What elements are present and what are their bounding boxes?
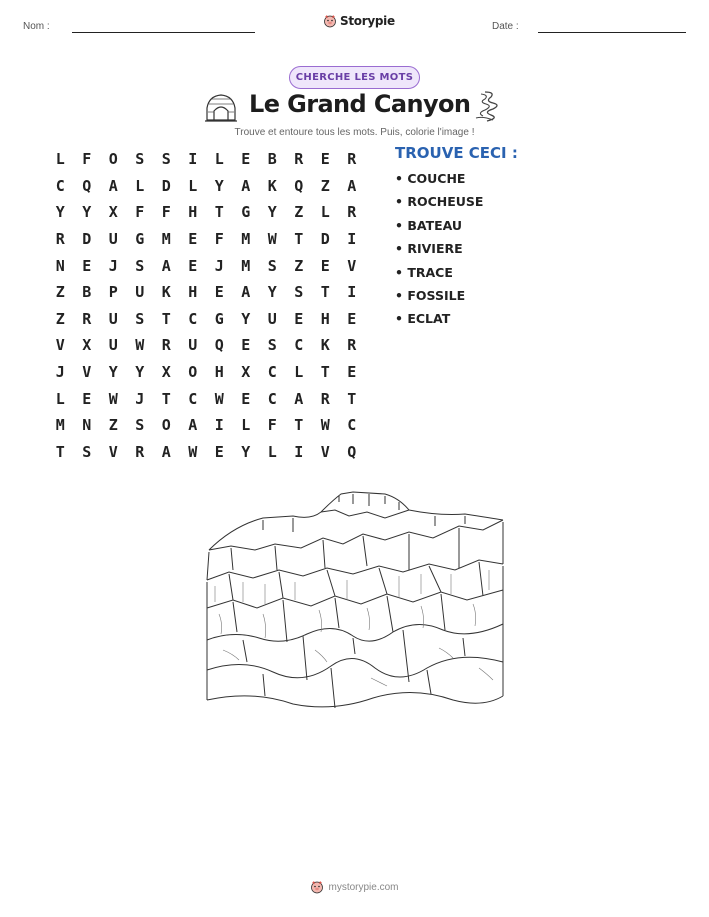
grid-letter[interactable]: V (347, 256, 357, 275)
instructions: Trouve et entoure tous les mots. Puis, colorie l'image ! (234, 127, 475, 138)
grid-letter[interactable]: R (347, 203, 357, 222)
grid-letter[interactable]: C (267, 389, 277, 408)
grid-letter[interactable]: U (108, 336, 118, 355)
grid-row (47, 173, 365, 200)
grid-letter[interactable]: I (214, 416, 224, 435)
grid-letter[interactable]: A (161, 442, 171, 461)
grid-letter[interactable]: T (320, 283, 330, 302)
grid-letter[interactable]: A (294, 389, 304, 408)
grid-letter[interactable]: S (267, 336, 277, 355)
grid-letter[interactable]: S (135, 416, 145, 435)
grid-letter[interactable]: R (347, 336, 357, 355)
grid-letter[interactable]: H (188, 283, 198, 302)
grid-row (47, 306, 365, 333)
grid-letter[interactable]: Y (82, 203, 92, 222)
word-item: • FOSSILE (395, 287, 466, 303)
word-item: • BATEAU (395, 217, 463, 233)
grid-letter[interactable]: D (320, 230, 330, 249)
grid-letter[interactable]: S (267, 256, 277, 275)
grid-letter[interactable]: S (135, 256, 145, 275)
grid-letter[interactable]: G (241, 203, 251, 222)
grid-letter[interactable]: Y (135, 363, 145, 382)
grid-letter[interactable]: E (241, 389, 251, 408)
grid-letter[interactable]: G (214, 309, 224, 328)
grid-letter[interactable]: X (108, 203, 118, 222)
grid-row (47, 359, 365, 386)
grid-letter[interactable]: A (241, 283, 251, 302)
grid-letter[interactable]: R (347, 150, 357, 169)
grid-letter[interactable]: L (320, 203, 330, 222)
grid-row (47, 199, 365, 226)
grid-letter[interactable]: H (320, 309, 330, 328)
grid-row (47, 385, 365, 412)
grid-letter[interactable]: U (108, 309, 118, 328)
brand-logo (323, 14, 395, 28)
grid-letter[interactable]: Q (82, 176, 92, 195)
word-item: • ECLAT (395, 311, 451, 327)
grid-letter[interactable]: K (320, 336, 330, 355)
grid-letter[interactable]: T (55, 442, 65, 461)
grid-letter[interactable]: L (214, 150, 224, 169)
grid-letter[interactable]: I (294, 442, 304, 461)
rock-arch-icon (205, 92, 237, 122)
grid-letter[interactable]: H (188, 203, 198, 222)
word-item: • TRACE (395, 264, 453, 280)
grid-letter[interactable]: N (55, 256, 65, 275)
grid-letter[interactable]: J (214, 256, 224, 275)
grid-letter[interactable]: S (135, 150, 145, 169)
grid-letter[interactable]: L (135, 176, 145, 195)
grid-letter[interactable]: U (188, 336, 198, 355)
grid-letter[interactable]: E (214, 283, 224, 302)
grid-letter[interactable]: Z (320, 176, 330, 195)
grid-letter[interactable]: E (320, 150, 330, 169)
grid-letter[interactable]: J (55, 363, 65, 382)
date-line[interactable] (538, 32, 686, 33)
grid-letter[interactable]: W (214, 389, 224, 408)
grid-letter[interactable]: R (320, 389, 330, 408)
grid-letter[interactable]: Z (55, 309, 65, 328)
grid-letter[interactable]: S (82, 442, 92, 461)
grid-letter[interactable]: R (82, 309, 92, 328)
grid-letter[interactable]: I (347, 283, 357, 302)
grid-letter[interactable]: Y (241, 309, 251, 328)
grid-letter[interactable]: E (294, 309, 304, 328)
grid-letter[interactable]: P (108, 283, 118, 302)
grid-row (47, 412, 365, 439)
grid-letter[interactable]: R (135, 442, 145, 461)
grid-letter[interactable]: L (294, 363, 304, 382)
grid-letter[interactable]: C (347, 416, 357, 435)
word-item: • ROCHEUSE (395, 194, 484, 210)
grid-letter[interactable]: S (135, 309, 145, 328)
grid-letter[interactable]: I (347, 230, 357, 249)
grid-letter[interactable]: A (188, 416, 198, 435)
grid-letter[interactable]: E (241, 150, 251, 169)
grid-letter[interactable]: C (188, 309, 198, 328)
grid-letter[interactable]: V (320, 442, 330, 461)
grid-letter[interactable]: F (161, 203, 171, 222)
grid-letter[interactable]: E (82, 389, 92, 408)
pig-mascot-icon (310, 880, 324, 894)
grid-letter[interactable]: F (267, 416, 277, 435)
grid-letter[interactable]: M (161, 230, 171, 249)
grid-letter[interactable]: A (161, 256, 171, 275)
grid-letter[interactable]: S (161, 150, 171, 169)
grid-letter[interactable]: L (55, 150, 65, 169)
grid-letter[interactable]: R (55, 230, 65, 249)
grid-letter[interactable]: C (294, 336, 304, 355)
grid-letter[interactable]: X (241, 363, 251, 382)
grid-row (47, 439, 365, 466)
name-line[interactable] (72, 32, 255, 33)
grid-letter[interactable]: Z (294, 203, 304, 222)
grid-letter[interactable]: E (188, 256, 198, 275)
grid-letter[interactable]: U (108, 230, 118, 249)
grid-letter[interactable]: Z (294, 256, 304, 275)
grid-letter[interactable]: E (347, 309, 357, 328)
activity-badge: CHERCHE LES MOTS (289, 66, 420, 89)
grid-letter[interactable]: Y (108, 363, 118, 382)
grid-letter[interactable]: Y (55, 203, 65, 222)
grid-letter[interactable]: M (241, 230, 251, 249)
grid-letter[interactable]: H (214, 363, 224, 382)
date-label: Date : (492, 21, 519, 32)
grid-letter[interactable]: E (241, 336, 251, 355)
grid-letter[interactable]: U (267, 309, 277, 328)
footer (0, 880, 709, 894)
grid-letter[interactable]: V (55, 336, 65, 355)
grid-letter[interactable]: A (241, 176, 251, 195)
word-item: • COUCHE (395, 171, 466, 186)
grid-letter[interactable]: Y (267, 283, 277, 302)
grid-letter[interactable]: W (267, 230, 277, 249)
grid-letter[interactable]: V (108, 442, 118, 461)
grid-letter[interactable]: F (135, 203, 145, 222)
grid-letter[interactable]: B (267, 150, 277, 169)
grid-letter[interactable]: A (347, 176, 357, 195)
grid-letter[interactable]: Y (241, 442, 251, 461)
word-list (395, 171, 483, 335)
grid-row (47, 146, 365, 173)
grid-letter[interactable]: V (82, 363, 92, 382)
grid-letter[interactable]: M (55, 416, 65, 435)
pig-mascot-icon (323, 14, 337, 28)
grid-letter[interactable]: L (188, 176, 198, 195)
grid-letter[interactable]: L (55, 389, 65, 408)
grid-letter[interactable]: R (161, 336, 171, 355)
grid-letter[interactable]: M (241, 256, 251, 275)
grid-letter[interactable]: Y (214, 176, 224, 195)
grid-letter[interactable]: C (267, 363, 277, 382)
grid-letter[interactable]: L (267, 442, 277, 461)
grid-letter[interactable]: Q (214, 336, 224, 355)
grid-letter[interactable]: E (347, 363, 357, 382)
grand-canyon-coloring-illustration[interactable] (203, 490, 505, 712)
words-title: TROUVE CECI : (395, 144, 518, 162)
grid-letter[interactable]: Z (55, 283, 65, 302)
grid-letter[interactable]: J (108, 256, 118, 275)
grid-letter[interactable]: W (108, 389, 118, 408)
grid-letter[interactable]: T (294, 416, 304, 435)
grid-letter[interactable]: A (108, 176, 118, 195)
grid-letter[interactable]: R (294, 150, 304, 169)
grid-letter[interactable]: F (82, 150, 92, 169)
grid-letter[interactable]: K (267, 176, 277, 195)
grid-letter[interactable]: T (161, 389, 171, 408)
grid-letter[interactable]: C (55, 176, 65, 195)
grid-letter[interactable]: T (347, 389, 357, 408)
grid-letter[interactable]: O (161, 416, 171, 435)
grid-letter[interactable]: X (82, 336, 92, 355)
grid-letter[interactable]: N (82, 416, 92, 435)
river-swirl-icon (473, 90, 503, 122)
grid-letter[interactable]: O (108, 150, 118, 169)
grid-letter[interactable]: C (188, 389, 198, 408)
grid-letter[interactable]: W (188, 442, 198, 461)
grid-letter[interactable]: Q (294, 176, 304, 195)
footer-url[interactable]: mystorypie.com (328, 881, 399, 893)
grid-letter[interactable]: L (241, 416, 251, 435)
grid-letter[interactable]: F (214, 230, 224, 249)
grid-letter[interactable]: S (294, 283, 304, 302)
grid-letter[interactable]: X (161, 363, 171, 382)
grid-letter[interactable]: W (320, 416, 330, 435)
grid-letter[interactable]: T (320, 363, 330, 382)
grid-letter[interactable]: G (135, 230, 145, 249)
grid-letter[interactable]: Y (267, 203, 277, 222)
name-label: Nom : (23, 21, 50, 32)
grid-letter[interactable]: J (135, 389, 145, 408)
grid-letter[interactable]: Q (347, 442, 357, 461)
page-title: Le Grand Canyon (249, 90, 471, 118)
grid-letter[interactable]: D (161, 176, 171, 195)
grid-letter[interactable]: E (214, 442, 224, 461)
grid-row (47, 252, 365, 279)
grid-letter[interactable]: T (294, 230, 304, 249)
grid-letter[interactable]: E (188, 230, 198, 249)
grid-letter[interactable]: T (161, 309, 171, 328)
grid-row (47, 279, 365, 306)
grid-letter[interactable]: O (188, 363, 198, 382)
grid-letter[interactable]: E (320, 256, 330, 275)
grid-row (47, 332, 365, 359)
grid-row (47, 226, 365, 253)
brand-name: Storypie (340, 14, 395, 28)
grid-letter[interactable]: Z (108, 416, 118, 435)
word-search-grid[interactable] (47, 146, 365, 465)
word-item: • RIVIERE (395, 241, 463, 257)
grid-letter[interactable]: D (82, 230, 92, 249)
grid-letter[interactable]: K (161, 283, 171, 302)
grid-letter[interactable]: T (214, 203, 224, 222)
grid-letter[interactable]: U (135, 283, 145, 302)
grid-letter[interactable]: W (135, 336, 145, 355)
grid-letter[interactable]: I (188, 150, 198, 169)
grid-letter[interactable]: E (82, 256, 92, 275)
grid-letter[interactable]: B (82, 283, 92, 302)
